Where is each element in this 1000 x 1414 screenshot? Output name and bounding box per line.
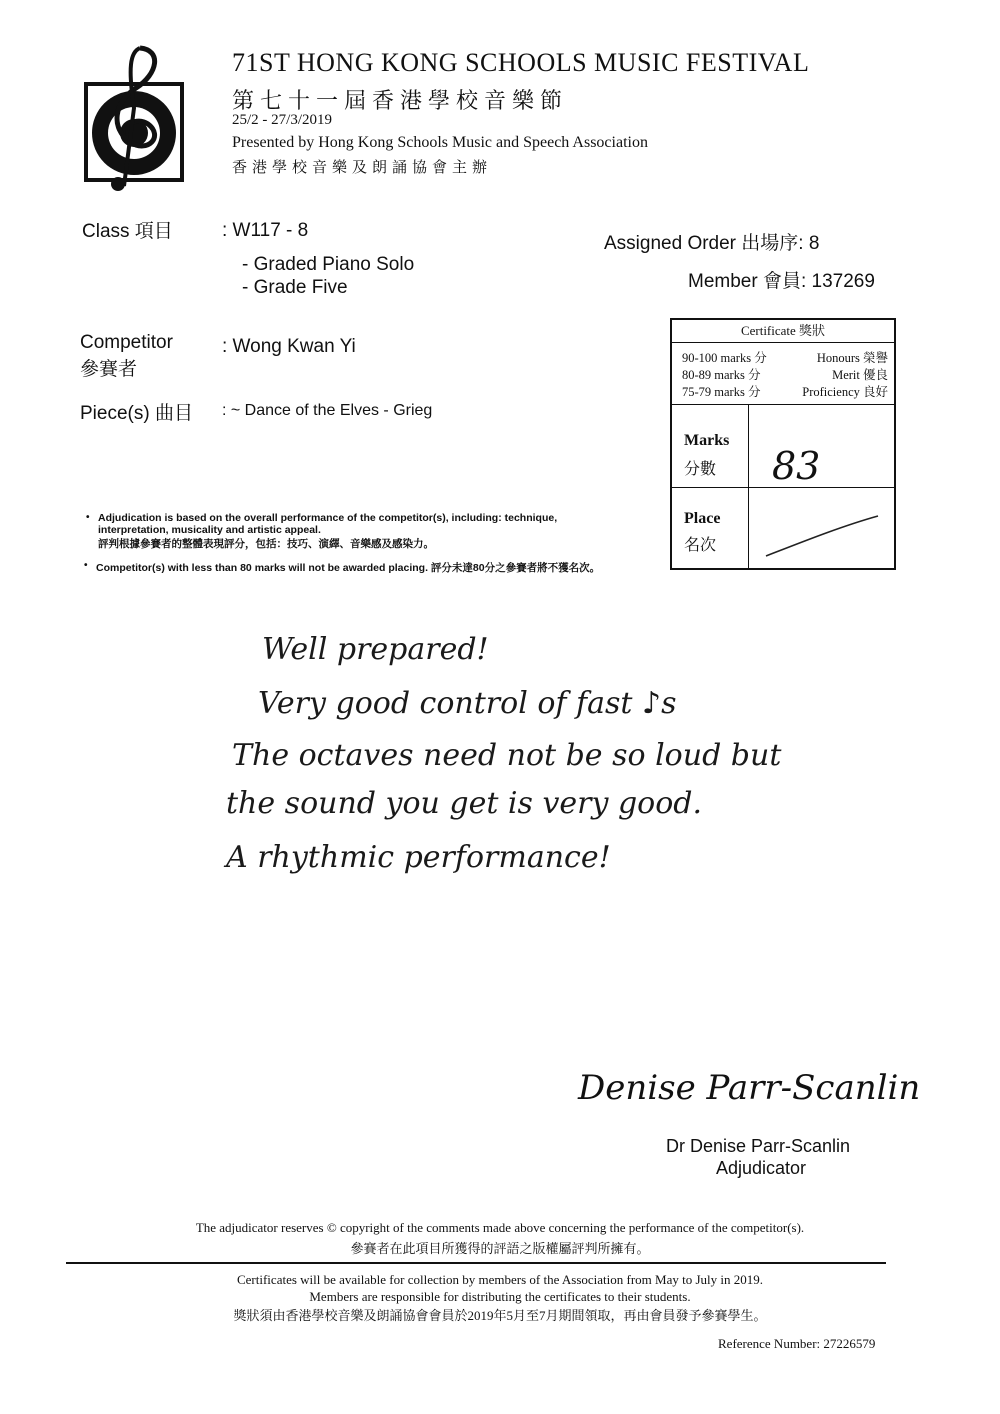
- merit-award: Merit 優良: [832, 368, 888, 382]
- merit-range: 80-89 marks 分: [682, 368, 761, 382]
- competitor-label-zh: 參賽者: [80, 359, 138, 380]
- copyright-en: The adjudicator reserves © copyright of the comments made above concerning the performance of the competitor(s).: [195, 1220, 805, 1235]
- place-dash-mark: [762, 512, 882, 567]
- adjudicator-signature: Denise Parr-Scanlin: [578, 1068, 921, 1108]
- competitor-name: : Wong Kwan Yi: [222, 336, 356, 357]
- adjudicator-name: Dr Denise Parr-Scanlin: [666, 1136, 851, 1156]
- honours-range: 90-100 marks 分: [682, 351, 767, 365]
- note2-text: Competitor(s) with less than 80 marks will not be awarded placing. 評分未達80分之參賽者將不獲名次。: [96, 562, 601, 574]
- certificate-box: [670, 318, 896, 570]
- collection-zh: 獎狀須由香港學校音樂及朗誦協會會員於2019年5月至7月期間領取，再由會員發予參賽學生。: [233, 1308, 767, 1323]
- certificate-heading: Certificate 獎狀: [672, 320, 894, 343]
- note-placing: [84, 560, 601, 575]
- marks-label: Marks: [684, 432, 730, 449]
- festival-title-zh: 第七十一屆香港學校音樂節: [232, 88, 569, 113]
- class-value: : W117 - 8: [222, 220, 309, 241]
- note-adjudication: [86, 512, 558, 551]
- festival-title: 71ST HONG KONG SCHOOLS MUSIC FESTIVAL: [232, 48, 810, 77]
- divider: [672, 404, 894, 405]
- comment-line-1: Well prepared!: [262, 632, 489, 667]
- piece-value: : ~ Dance of the Elves - Grieg: [222, 402, 433, 419]
- class-desc-2: - Grade Five: [242, 277, 348, 298]
- festival-dates: 25/2 - 27/3/2019: [232, 112, 332, 128]
- place-label-zh: 名次: [684, 537, 717, 554]
- marks-value: 83: [772, 444, 821, 488]
- certificate-row-merit: [682, 365, 888, 383]
- comment-line-2: Very good control of fast ♪s: [258, 686, 677, 721]
- treble-clef-logo-icon: [84, 38, 194, 198]
- proficiency-award: Proficiency 良好: [802, 385, 888, 399]
- class-label: Class 項目: [82, 221, 173, 242]
- place-label: Place: [684, 510, 721, 527]
- collection-line-1: Certificates will be available for collection by members of the Association from May to July in 2019.: [236, 1272, 763, 1287]
- assigned-order: Assigned Order 出場序: 8: [604, 233, 820, 254]
- proficiency-range: 75-79 marks 分: [682, 385, 761, 399]
- comment-line-4: the sound you get is very good.: [226, 786, 703, 821]
- presented-by: Presented by Hong Kong Schools Music and Speech Association: [232, 134, 648, 151]
- honours-award: Honours 榮譽: [816, 351, 888, 365]
- bullet-icon: •: [84, 560, 88, 571]
- presented-by-zh: 香港學校音樂及朗誦協會主辦: [232, 160, 493, 176]
- divider: [748, 404, 749, 568]
- note1-line2: interpretation, musicality and artistic appeal.: [98, 524, 321, 536]
- member-number: Member 會員: 137269: [688, 271, 875, 292]
- piece-label: Piece(s) 曲目: [80, 403, 193, 424]
- certificate-row-proficiency: [682, 382, 888, 400]
- copyright-zh: 參賽者在此項目所獲得的評語之版權屬評判所擁有。: [350, 1241, 650, 1256]
- note1-zh: 評判根據參賽者的整體表現評分，包括：技巧、演繹、音樂感及感染力。: [98, 538, 434, 550]
- competitor-label: Competitor: [80, 332, 173, 353]
- adjudicator-title: Adjudicator: [716, 1158, 807, 1178]
- collection-line-2: Members are responsible for distributing the certificates to their students.: [309, 1289, 691, 1304]
- comment-line-3: The octaves need not be so loud but: [232, 738, 782, 773]
- footer-divider: [66, 1262, 886, 1264]
- comment-line-5: A rhythmic performance!: [226, 840, 611, 875]
- reference-number: Reference Number: 27226579: [718, 1336, 876, 1351]
- marks-label-zh: 分數: [684, 461, 717, 478]
- bullet-icon: •: [86, 512, 90, 523]
- note1-line1: Adjudication is based on the overall performance of the competitor(s), including: technique,: [98, 512, 558, 524]
- class-desc-1: - Graded Piano Solo: [242, 254, 415, 275]
- certificate-row-honours: [682, 348, 888, 366]
